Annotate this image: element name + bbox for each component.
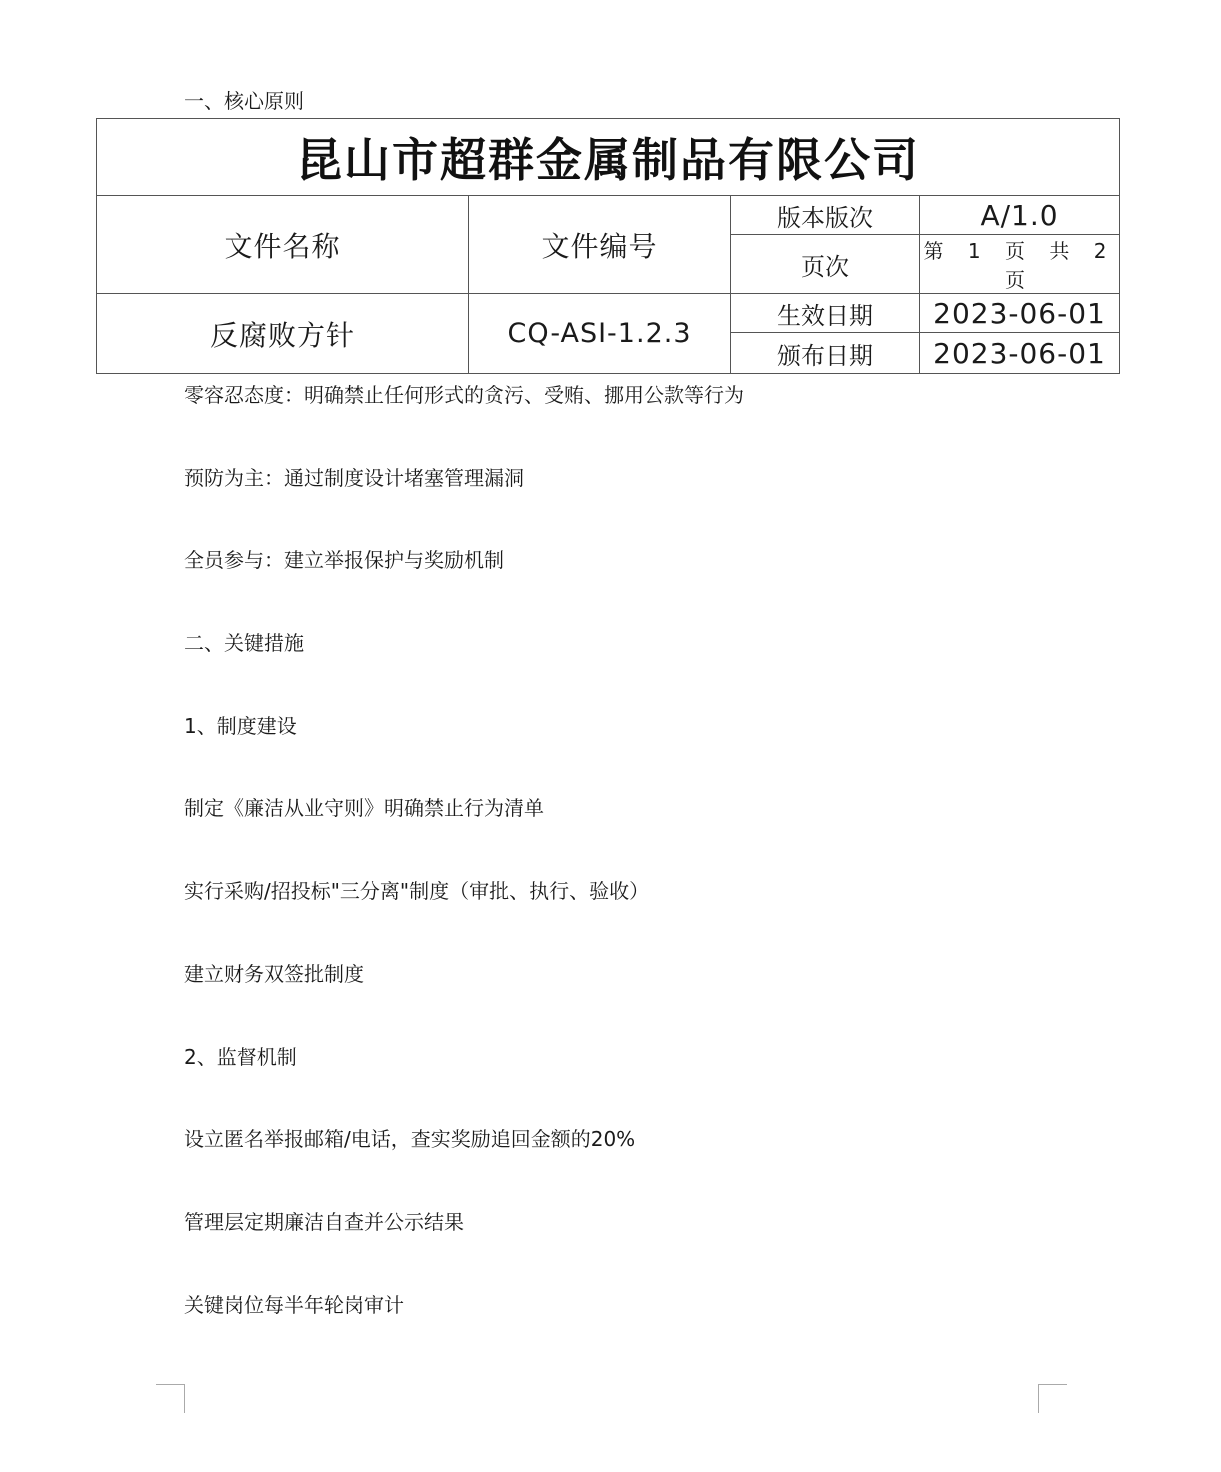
effective-date-label: 生效日期 xyxy=(731,294,920,333)
body-line: 设立匿名举报邮箱/电话，查实奖励追回金额的20% xyxy=(184,1127,636,1151)
effective-date-value: 2023-06-01 xyxy=(920,294,1120,333)
section-heading-core-principles: 一、核心原则 xyxy=(184,89,304,113)
version-label: 版本版次 xyxy=(731,196,920,235)
body-line: 全员参与：建立举报保护与奖励机制 xyxy=(184,548,504,572)
margin-corner-mark-left xyxy=(156,1384,185,1413)
page-count-value: 第 1 页 共 2 页 xyxy=(920,235,1120,294)
section-heading-key-measures: 二、关键措施 xyxy=(184,631,304,655)
body-line: 关键岗位每半年轮岗审计 xyxy=(184,1293,404,1317)
body-line: 预防为主：通过制度设计堵塞管理漏洞 xyxy=(184,466,524,490)
publish-date-label: 颁布日期 xyxy=(731,333,920,374)
body-line: 制定《廉洁从业守则》明确禁止行为清单 xyxy=(184,796,544,820)
file-name-label: 文件名称 xyxy=(97,196,469,294)
company-name: 昆山市超群金属制品有限公司 xyxy=(97,119,1120,196)
subheading-supervision: 2、监督机制 xyxy=(184,1045,297,1069)
document-header-table xyxy=(96,118,1120,374)
publish-date-value: 2023-06-01 xyxy=(920,333,1120,374)
file-number-label: 文件编号 xyxy=(469,196,731,294)
version-value: A/1.0 xyxy=(920,196,1120,235)
file-name-value: 反腐败方针 xyxy=(97,294,469,374)
file-number-value: CQ-ASI-1.2.3 xyxy=(469,294,731,374)
body-line: 管理层定期廉洁自查并公示结果 xyxy=(184,1210,464,1234)
body-line: 零容忍态度：明确禁止任何形式的贪污、受贿、挪用公款等行为 xyxy=(184,383,744,407)
margin-corner-mark-right xyxy=(1038,1384,1067,1413)
body-line: 实行采购/招投标"三分离"制度（审批、执行、验收） xyxy=(184,879,650,903)
body-line: 建立财务双签批制度 xyxy=(184,962,364,986)
subheading-system-building: 1、制度建设 xyxy=(184,714,297,738)
page-label: 页次 xyxy=(731,235,920,294)
